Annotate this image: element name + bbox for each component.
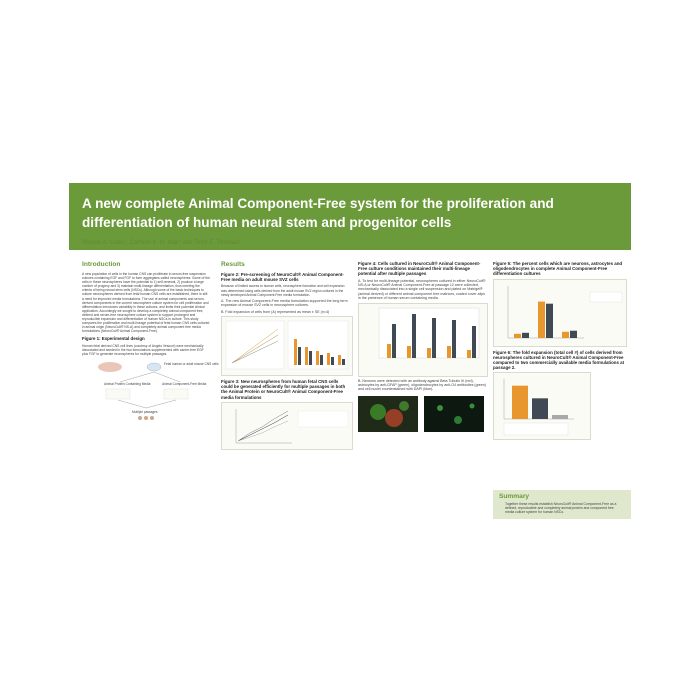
fig5-bar: [562, 331, 569, 337]
fig1-label-cells: Fetal human or adult mouse CNS cells: [164, 361, 219, 366]
fig5-bar: [522, 332, 529, 337]
intro-heading: Introduction: [82, 261, 121, 268]
fig6-legend: [504, 423, 568, 435]
fig1-title: Figure 1: Experimental design: [82, 336, 145, 342]
fig3-legend: [298, 411, 348, 427]
fig5-chart: [494, 280, 626, 346]
fig5-bar: [514, 333, 521, 337]
fig2-charts: [222, 317, 352, 375]
fig3-chart: [222, 403, 352, 449]
fig1-label-passages: Multiple passages: [132, 409, 158, 414]
fig6-bar: [552, 415, 568, 419]
authors: Sharon A. Louis¹, Carmen K. H. Mak¹ and Terry E. Thomas¹: [82, 240, 241, 246]
fig4-title: Figure 4: Cells cultured in NeuroCult® Animal Component-Free culture conditions maintained their multi-lineage potential after multiple passages: [358, 261, 481, 277]
results-heading: Results: [221, 261, 245, 268]
fig5-title: Figure 5: The percent cells which are neurons, astrocytes and oligodendrocytes in complete Animal Component-Free differentiation cultures: [493, 261, 623, 277]
fig5-legend: [590, 292, 622, 302]
fig2-a: A. The new Animal Component-Free media formulation supported the long term expansion of mouse SVZ cells in neurosphere cultures.: [221, 298, 348, 308]
fig4-a: A. To test for multi-lineage potential, neurospheres cultured in either NeuroCult® NS-A or NeuroCult® Animal Component-Free at passage 12 were collected, mechanically dissociated into a single cell suspension and plated on Matrigel® (animal derived) or different animal component free matrices, coated cover-slips in the presence of human serum containing media.: [358, 278, 486, 301]
fig2-b: B. Fold expansion of cells from (A) represented as mean ± SE (n=4): [221, 309, 330, 314]
fig3-panel: [221, 402, 353, 450]
fig3-line-b: [238, 415, 288, 441]
fig1-label-acf: Animal Component-Free Media: [162, 381, 207, 386]
fig4-micrographs: [358, 394, 486, 434]
results-column: [221, 261, 351, 450]
summary-body: Together these results establish NeuroCult® Animal Component-Free as a defined, reproducible and completely animal protein and component free media culture system for human NSCs.: [505, 502, 617, 515]
fig1-diagram: [82, 358, 219, 420]
fig5-bar: [570, 330, 577, 337]
fig6-bar: [512, 386, 528, 419]
fig4-b: B. Neurons were detected with an antibody against Beta Tubulin III (red), astrocytes by anti-GFAP (green), oligodendrocytes by anti-O4 antibodies (green) and cell nuclei counterstained with DAPI (blue).: [358, 378, 486, 392]
fig4-panel: [358, 303, 488, 377]
intro-body: A new population of cells in the human CNS can proliferate in serum-free suspension cultures containing EGF and FGF to form aggregates called neurospheres. Some of the cells in these neurospheres have the potential to 1) self-renewal, 2) produce a large number of progeny and 3) maintain multi-lineage differentiation, thus meeting the criteria of being neural stem cells (NSCs). Although some of the basic techniques to culture neurospheres derived from fetal human CNS cells are established, there is still a need for improved media formulations. The use of animal components and serum-derived components in the current neurosphere culture system for cell proliferation and differentiation introduces variability in these cultures, and limits their potential clinical application. Accordingly we sought to develop a completely animal component free, defined and serum-free neurosphere culture system to support prolonged and reproducible expansion and differentiation of human NSCs in culture. This study compares the proliferation and multi-lineage potential of fetal human CNS cells cultured in animal origin (NeuroCult® NS-A) and completely animal component free media formulations (NeuroCult® Animal Component-Free).: [82, 272, 210, 334]
summary-heading: Summary: [499, 493, 530, 500]
fig2-title: Figure 2: Pre-screening of NeuroCult® Animal Component-Free media on adult mouse SVZ cells: [221, 272, 344, 283]
micrograph-oligodendrocytes: [424, 396, 484, 432]
fig4-column: [358, 261, 486, 435]
fig4-chart: [359, 304, 487, 376]
fig1-body: Human fetal derived CNS cell lines (courtesy of Angelo Vescovi) were mechanically dissociated and seeded in the two formulations supplemented with carrier-free EGF plus FGF to generate neurospheres for multiple passages.: [82, 343, 204, 356]
fig3-line-a: [238, 411, 288, 441]
poster-title: A new complete Animal Component-Free system for the proliferation and differentiation of human neural stem and progenitor cells: [82, 196, 554, 230]
fig6-chart: [494, 373, 590, 439]
fig5-bar: [538, 301, 545, 337]
poster: [69, 183, 631, 519]
fig3-title: Figure 3: New neurospheres from human fetal CNS cells could be generated efficiently for multiple passages in both the Animal Protein or NeuroCult® Animal Component-Free media formulations: [221, 378, 346, 400]
fig6-panel: [493, 372, 591, 440]
fig6-bar: [532, 399, 548, 420]
tissue-shape: [98, 362, 122, 372]
dish-shape: [147, 363, 161, 371]
right-column: [493, 261, 631, 440]
summary-box: [493, 490, 631, 519]
fig2-panel: [221, 316, 353, 376]
fig5-panel: [493, 279, 627, 347]
fig1-label-protein: Animal Protein Containing Media: [104, 381, 151, 386]
fig5-bar: [546, 303, 553, 337]
fig3-line-c: [238, 421, 288, 441]
intro-column: [82, 261, 219, 421]
fig2-body: Because of limited access to human cells, neurosphere formation and cell expansion was determined using cells derived from the adult mouse SVZ region cultured in the newly developed Animal Component-Free media formulation.: [221, 284, 345, 297]
fig6-title: Figure 6: The fold expansion (total cell #) of cells derived from neurospheres cultured in NeuroCult® Animal Component-Free compared to two commercially available media formulations at passage 2.: [493, 349, 625, 371]
